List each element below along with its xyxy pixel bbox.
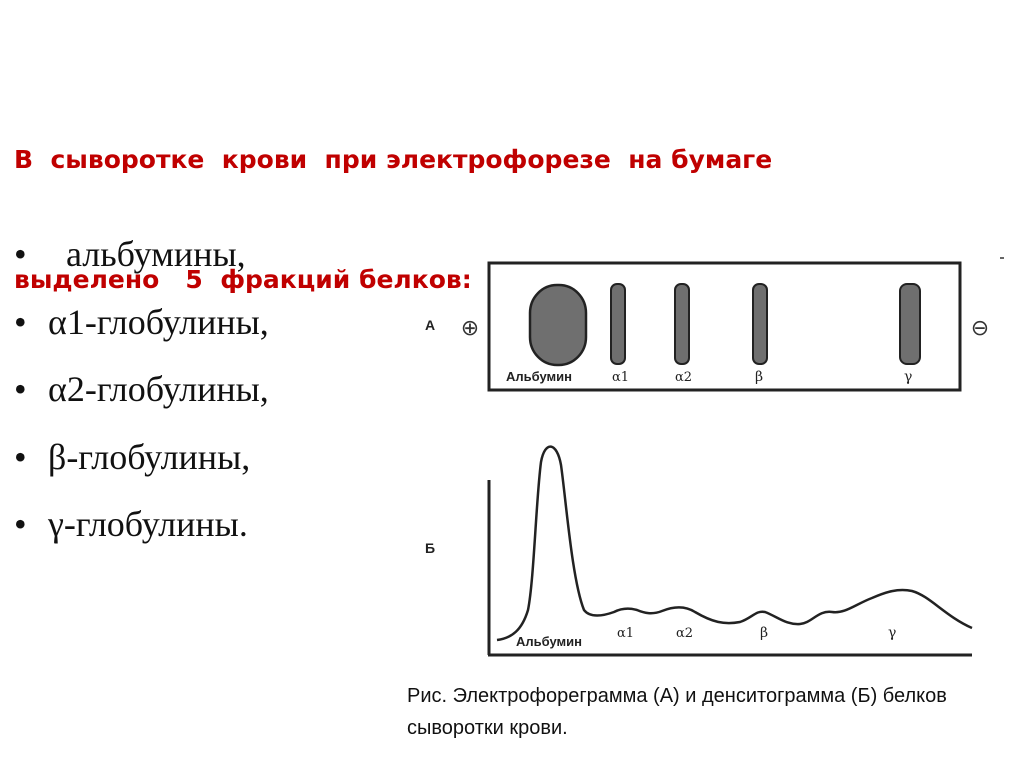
bullet-icon: •: [14, 234, 27, 274]
list-item-text: β-глобулины,: [48, 436, 251, 477]
list-item-text: γ-глобулины.: [48, 504, 248, 544]
gamma-band: [900, 284, 920, 364]
strip-label-alpha1: α1: [612, 370, 630, 385]
curve-label-beta: β: [760, 625, 769, 641]
bullet-icon: •: [14, 369, 27, 409]
curve-label-alpha2: α2: [676, 626, 694, 641]
strip-label-alpha2: α2: [675, 370, 693, 385]
list-item-text: альбумины,: [48, 234, 246, 274]
list-item-text: α1-глобулины,: [48, 301, 269, 342]
anode-icon: ⊕: [460, 316, 480, 341]
bullet-icon: •: [14, 436, 27, 477]
strip-label-beta: β: [755, 369, 764, 385]
cathode-icon: ⊖: [970, 316, 990, 341]
figure-caption: Рис. Электрофореграмма (А) и денситограмма (Б) белков сыворотки крови.: [407, 685, 947, 739]
panel-b-label: Б: [425, 540, 436, 556]
alpha2-band: [675, 284, 689, 364]
albumin-band: [530, 285, 586, 365]
strip-label-albumin: Альбумин: [506, 369, 573, 384]
bullet-icon: •: [14, 504, 27, 544]
beta-band: [753, 284, 767, 364]
slide-title-line-2: выделено 5 фракций белков:: [14, 265, 472, 294]
list-item-text: α2-глобулины,: [48, 369, 269, 409]
density-curve: [497, 447, 972, 640]
alpha1-band: [611, 284, 625, 364]
curve-label-gamma: γ: [888, 625, 897, 641]
strip-label-gamma: γ: [904, 369, 913, 385]
panel-a-label: А: [425, 317, 436, 333]
curve-label-alpha1: α1: [617, 626, 635, 641]
curve-label-albumin: Альбумин: [516, 634, 583, 649]
slide-title-line-1: В сыворотке крови при электрофорезе на бумаге: [14, 145, 773, 174]
bullet-icon: •: [14, 301, 27, 342]
